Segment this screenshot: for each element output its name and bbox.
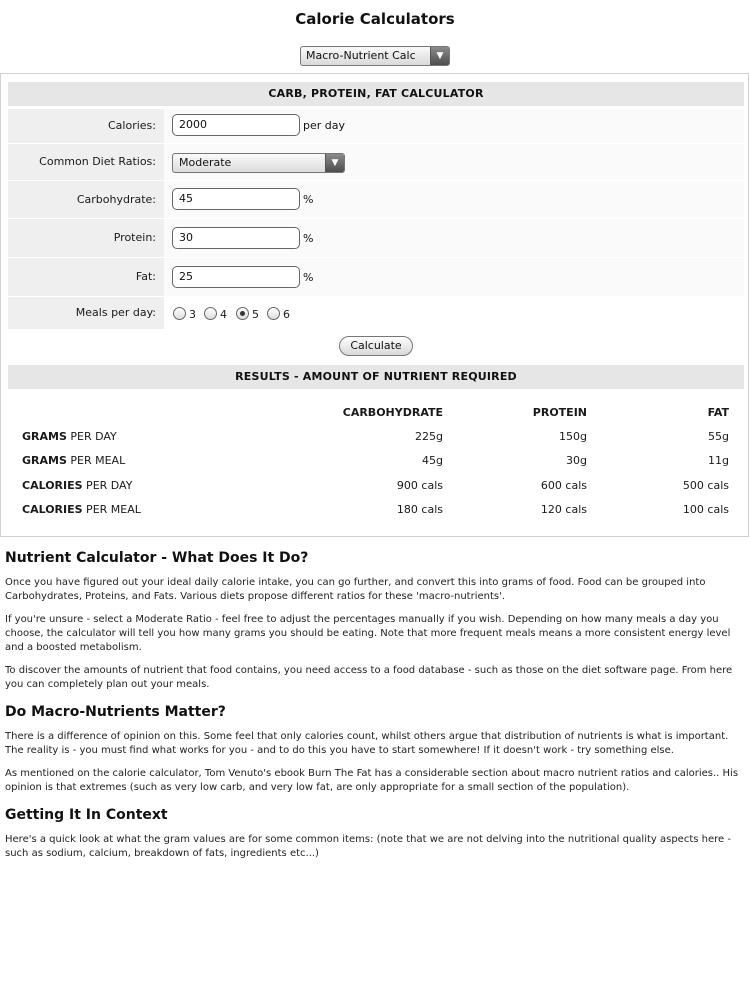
paragraph: There is a difference of opinion on this. Some feel that only calories count, whilst others argue that distribution of nutrients is what is important. The reality is - you must find what works for you - and to do this you have to start somewhere! If it doesn't work - try something else. — [5, 731, 729, 756]
results-row-label-bold: CALORIES — [22, 479, 83, 492]
page-title: Calorie Calculators — [295, 10, 455, 28]
results-cell: 45g — [422, 454, 443, 467]
results-cell: 500 cals — [682, 479, 729, 492]
results-cell: 30g — [566, 454, 587, 467]
radio-button-checked-icon[interactable] — [236, 307, 249, 320]
results-cell: 150g — [559, 430, 587, 443]
paragraph: If you're unsure - select a Moderate Ratio - feel free to adjust the percentages manually if you wish. Depending on how many meals a day you choose, the calculator will tell you how many grams you should be eating. Note that more frequent meals means a more consistent energy level and a boosted metabolism. — [5, 614, 731, 653]
results-row-label-bold: CALORIES — [22, 503, 83, 516]
results-column-carbohydrate: CARBOHYDRATE — [342, 406, 443, 419]
results-column-fat: FAT — [707, 406, 729, 419]
meals-option-label: 3 — [189, 308, 196, 321]
paragraph: Here's a quick look at what the gram values are for some common items: (note that we are not delving into the nutritional quality aspects here - such as sodium, calcium, breakdown of fats, ingredients etc...) — [5, 834, 731, 859]
results-cell: 11g — [708, 454, 729, 467]
results-cell: 900 cals — [396, 479, 443, 492]
radio-button-icon[interactable] — [204, 307, 217, 320]
results-cell: 120 cals — [540, 503, 587, 516]
calculator-panel — [0, 73, 749, 537]
radio-button-icon[interactable] — [173, 307, 186, 320]
paragraph: Once you have figured out your ideal daily calorie intake, you can go further, and convert this into grams of food. Food can be grouped into Carbohydrates, Proteins, and Fats. Various diets propose different ratios for these 'macro-nutrients'. — [5, 577, 706, 602]
calories-suffix: per day — [303, 119, 346, 132]
radio-button-icon[interactable] — [267, 307, 280, 320]
fat-input[interactable]: 25 — [172, 266, 300, 288]
results-header: RESULTS - AMOUNT OF NUTRIENT REQUIRED — [8, 365, 744, 389]
results-cell: 100 cals — [682, 503, 729, 516]
calories-label: Calories: — [8, 109, 164, 143]
diet-ratio-value: Moderate — [179, 156, 232, 169]
calculator-header: CARB, PROTEIN, FAT CALCULATOR — [8, 82, 744, 106]
results-column-protein: PROTEIN — [532, 406, 587, 419]
protein-label: Protein: — [8, 219, 164, 257]
protein-input[interactable]: 30 — [172, 227, 300, 249]
diet-ratio-select[interactable] — [172, 153, 345, 173]
protein-suffix: % — [303, 232, 314, 245]
carbohydrate-label: Carbohydrate: — [8, 181, 164, 218]
results-cell: 600 cals — [540, 479, 587, 492]
paragraph: As mentioned on the calorie calculator, Tom Venuto's ebook Burn The Fat has a considerable section about macro nutrient ratios and calories.. His opinion is that extremes (such as very low carb, and very low fat, are only appropriate for a small section of the population). — [5, 768, 739, 793]
carbohydrate-suffix: % — [303, 193, 314, 206]
section-heading: Getting It In Context — [5, 807, 168, 823]
results-row-label — [22, 503, 141, 516]
chevron-down-icon[interactable]: ▼ — [430, 47, 449, 65]
results-row-label-bold: GRAMS — [22, 430, 67, 443]
fat-label: Fat: — [8, 258, 164, 296]
chevron-down-icon[interactable]: ▼ — [325, 154, 344, 172]
calculate-button[interactable]: Calculate — [339, 336, 413, 356]
results-cell: 180 cals — [396, 503, 443, 516]
results-row-label — [22, 454, 125, 467]
calculator-type-value: Macro-Nutrient Calc — [306, 49, 416, 62]
diet-ratio-label: Common Diet Ratios: — [8, 144, 164, 180]
results-row-label-bold: GRAMS — [22, 454, 67, 467]
article — [5, 550, 745, 870]
calculator-type-select[interactable] — [300, 46, 450, 66]
meals-label: Meals per day: — [8, 297, 164, 329]
meals-option-label: 4 — [220, 308, 227, 321]
section-heading: Do Macro-Nutrients Matter? — [5, 704, 226, 720]
meals-option-label: 5 — [252, 308, 259, 321]
carbohydrate-input[interactable]: 45 — [172, 188, 300, 210]
results-row-label-rest: PER DAY — [66, 430, 117, 443]
section-heading: Nutrient Calculator - What Does It Do? — [5, 550, 309, 566]
results-cell: 225g — [415, 430, 443, 443]
meals-option-label: 6 — [283, 308, 290, 321]
results-row-label — [22, 430, 117, 443]
results-cell: 55g — [708, 430, 729, 443]
results-row-label — [22, 479, 132, 492]
fat-suffix: % — [303, 271, 314, 284]
results-row-label-rest: PER MEAL — [82, 503, 141, 516]
paragraph: To discover the amounts of nutrient that food contains, you need access to a food database - such as those on the diet software page. From here you can completely plan out your meals. — [5, 665, 733, 690]
results-row-label-rest: PER DAY — [82, 479, 133, 492]
results-row-label-rest: PER MEAL — [66, 454, 126, 467]
calories-input[interactable]: 2000 — [172, 114, 300, 136]
